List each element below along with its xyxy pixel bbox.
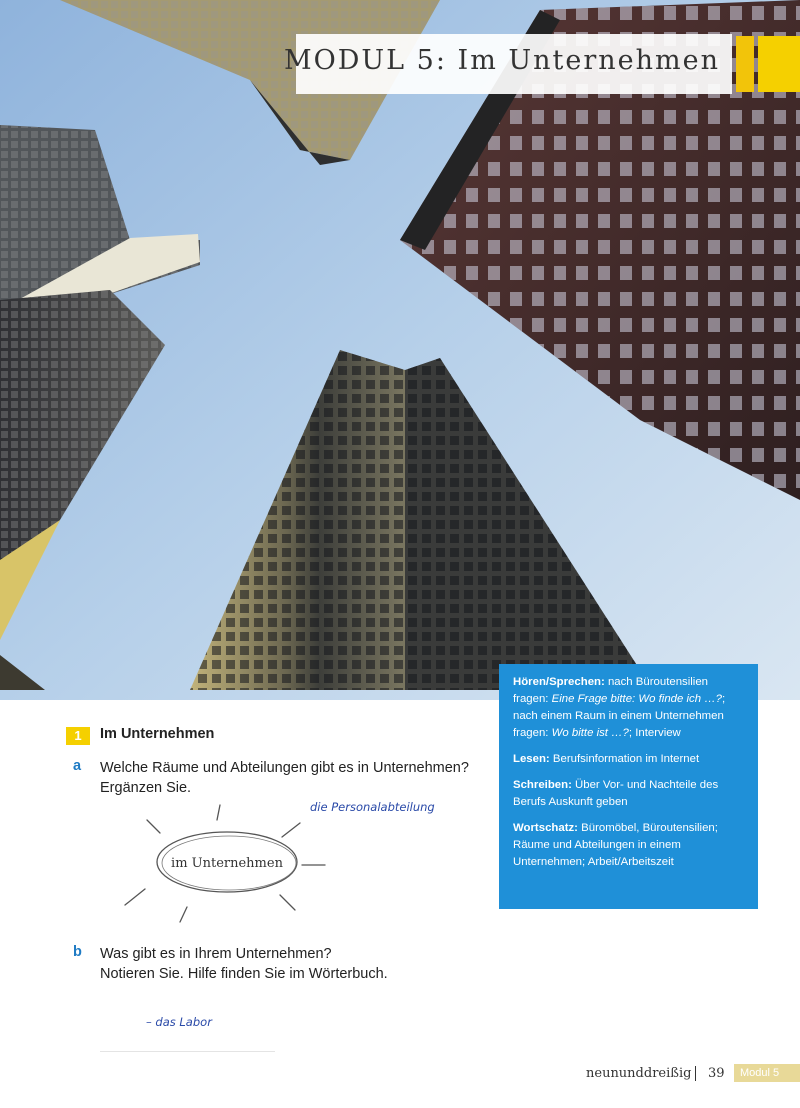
- exercise-title: Im Unternehmen: [100, 726, 215, 742]
- overview-item: [513, 820, 746, 871]
- task-a-text: [100, 758, 500, 798]
- task-b-line: Was gibt es in Ihrem Unternehmen?: [100, 946, 332, 962]
- exercise-number: 1: [66, 727, 90, 745]
- mindmap: [110, 795, 350, 930]
- overview-italic: Eine Frage bitte: Wo finde ich …?: [551, 693, 722, 705]
- footer-divider: [695, 1066, 696, 1081]
- mindmap-center: im Unternehmen: [171, 856, 283, 871]
- handwritten-answer: die Personalabteilung: [310, 800, 435, 814]
- task-b-text: [100, 944, 500, 984]
- overview-item: [513, 674, 746, 742]
- module-title-banner: [283, 34, 732, 94]
- overview-text: ; nach einem Raum in einem Unternehmen fragen:: [513, 693, 726, 739]
- task-a-line: Welche Räume und Abteilungen gibt es in Unternehmen?: [100, 760, 469, 776]
- overview-text: Berufsinformation im Internet: [549, 753, 700, 765]
- task-a-label: a: [73, 758, 82, 774]
- writing-line: [100, 1051, 275, 1052]
- overview-item: [513, 751, 746, 768]
- task-b-line: Notieren Sie. Hilfe finden Sie im Wörterbuch.: [100, 966, 388, 982]
- task-a-line: Ergänzen Sie.: [100, 780, 192, 796]
- overview-text: nach Büroutensilien fragen:: [513, 676, 708, 705]
- task-b-label: b: [73, 944, 82, 960]
- module-title: MODUL 5: Im Unternehmen: [283, 45, 720, 76]
- accent-bar: [736, 36, 754, 92]
- page-number-word: neununddreißig: [586, 1066, 692, 1081]
- overview-item: [513, 777, 746, 811]
- module-overview-box: [499, 664, 758, 909]
- overview-label: Lesen:: [513, 753, 550, 765]
- overview-label: Schreiben:: [513, 779, 572, 791]
- overview-label: Wortschatz:: [513, 822, 578, 834]
- overview-label: Hören/Sprechen:: [513, 676, 605, 688]
- overview-text: Über Vor- und Nachteile des Berufs Auskunft geben: [513, 779, 719, 808]
- handwritten-answer: – das Labor: [146, 1015, 212, 1029]
- overview-text: Büromöbel, Büroutensilien; Räume und Abteilungen in einem Unternehmen; Arbeit/Arbeitszeit: [513, 822, 718, 868]
- accent-bar: [758, 36, 800, 92]
- page-number: 39: [708, 1066, 725, 1081]
- overview-text: ; Interview: [628, 727, 681, 739]
- overview-italic: Wo bitte ist …?: [551, 727, 629, 739]
- module-tag: Modul 5: [734, 1064, 800, 1082]
